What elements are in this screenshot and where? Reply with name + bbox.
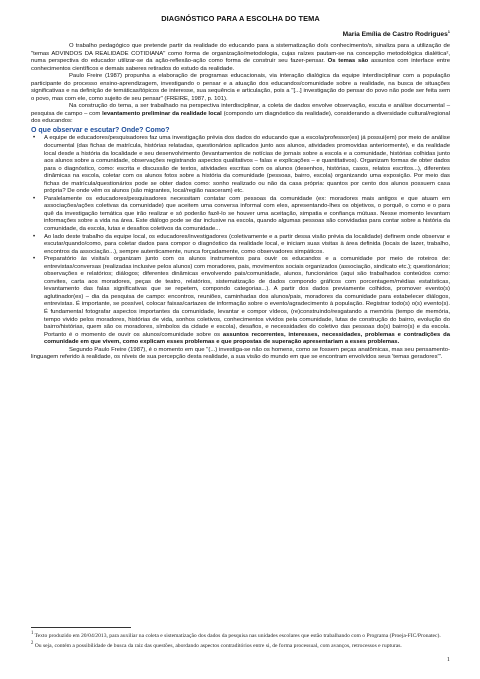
footnote-divider (31, 627, 131, 628)
bold-emphasis: Os temas são (327, 58, 369, 65)
intro-paragraph-2 (31, 73, 450, 103)
author-name: Maria Emília de Castro Rodrigues (342, 31, 448, 38)
intro-paragraph-3-text: Na construção do tema, a ser trabalhado na perspectiva interdisciplinar, a coleta de dados envolve observação, escuta e análise documental – pesquisa de campo – com levantamento preliminar da realidade local (compondo um diagnóstico da realidade), considerando a diversidade cultural/regional dos educandos: (31, 103, 450, 125)
bullet-dot: • (33, 195, 36, 202)
closing-paragraph-text: Segundo Paulo Freire (1987), é o momento em que "(...) investiga-se não os homens, como se fossem peças anatômicas, mas seu pensamento-linguagem referido à realidade, os níveis de sua percepção desta realidade, a sua visão do mundo em que se encontram envolvidos seus 'temas geradores'". (31, 346, 450, 361)
footnote-1-text: Texto produzido em 20/04/2013, para auxiliar na coleta e sistematização dos dados da pesquisa nas unidades escolares que estão trabalhando com o Programa (Proeja-FIC/Pronatec). (34, 632, 441, 639)
bullet-list (31, 135, 450, 346)
bullet-text-4: Preparatório às visita/s organizam junto com os alunos instrumentos para ouvir os educandos e a comunidade por meio de roteiros de: entrevistas/conversas (realizadas inclusive pelos alunos) com moradores, pais, movimentos sociais organizados (associação, sindicato etc.); questionários; observações e relatórios; diálogos; diferentes dinâmicas envolvendo pais/comunidade, alunos, funcionários (aqui são trabalhados conteúdos como: convites, carta aos moradores, peças de teatro, relatórios, sistematização de dados compondo gráficos com porcentagem/médias estatísticas, levantamento das falas significativas que se repetem, compondo categorias...). A partir dos dados previamente colhidos, promover evento(s) aglutinador(es) – dia da pesquisa de campo: encontros, reuniões, caminhadas dos alunos/pais, moradores da comunidade para estabelecer diálogos, entrevistas. É importante, se possível, colocar faixas/cartazes de informação sobre o evento/agradecimento à população. Registrar todo(s) o(s) evento(s). É fundamental fotografar aspectos importantes da comunidade, levantar e compor vídeos, (re)construindo/resgatando a memória (tempo de memória, tempo vivido pelos moradores, histórias de vida, sonhos coletivos, conhecimentos vividos pela comunidade, lutas de construção do bairro, evolução do bairro/histórias, quem são os moradores, símbolos da cidade e escola), desafios, e necessidades do coletivo das pessoas do(s) bairro(s) e da escola. Portanto é o momento de ouvir os alunos/comunidade sobre os assuntos recorrentes, interesses, necessidades, problemas e contradições da comunidade em que vivem, como explicam esses problemas e que propostas de superação apresentariam a esses problemas. (44, 256, 450, 346)
bullet-dot: • (33, 256, 36, 263)
bold-emphasis: levantamento preliminar da realidade local (102, 110, 222, 117)
footnotes (31, 630, 450, 650)
bullet-text-2: Paralelamente os educadores/pesquisadores necessitam contatar com pessoas da comunidade (ex: moradores mais antigos e que atuam em associações/ações coletivas da comunidade) que aceitem uma conversa informal com eles, apresentando-lhes os objetivos, o porquê, o como e o para quê da investigação temática que irão realizar e só poderão fazê-lo se houver uma aceitação, simpatia e confiança mútuas. Nesse momento levantam informações sobre a vida na área. Este diálogo pode se dar inclusive na escola, quando algumas pessoas são convidadas para contar sobre a história da comunidade, da escola, lutas e desafios coletivos da comunidade... (44, 195, 450, 232)
bullet-dot: • (33, 233, 36, 240)
footnote-2-text: Ou seja, contém a possibilidade de busca da raiz das questões, abordando aspectos contraditórios entre si, de forma processual, com avanços, retrocessos e rupturas. (34, 642, 402, 649)
footnote-1-mark: 1 (31, 631, 34, 636)
bullet-text-1: A equipe de educadores/pesquisadores faz uma investigação prévia dos dados do educando que a escola/professor(es) já possui(em) por meio de análise documental (das fichas de matrícula, histórias relatadas, questionários aplicados junto aos alunos, atividades promovidas anteriormente), e da realidade local desde a história da localidade e seu desenvolvimento (levantamentos de notícias de jornais sobre a escola e a comunidade, histórias colhidas junto aos alunos sobre a comunidade, observações registrando aspectos qualitativos – falas e explicações – e quantitativos). Organizam formas de obter dados para o diagnóstico, como: escrita e discussão de textos, atividades escritas com os alunos (desenhos, histórias, casos, relatos escritos...), diferentes dinâmicas na escola, coletar com os alunos fotos sobre a história da comunidade (pessoas, bairro, escola) organizando uma exposição. Por meio das fichas de matrícula/questionários pode se obter dados como: sonho realizado ou não da casa própria: quantos por cento dos alunos possuem casa própria? De onde vêm os alunos (são migrantes, local/região nasceram) etc. (44, 135, 450, 195)
bullet-dot: • (33, 135, 36, 142)
document-title: DIAGNÓSTICO PARA A ESCOLHA DO TEMA (161, 14, 320, 23)
bullet-item-3 (33, 233, 450, 257)
footnote-2 (31, 640, 450, 650)
footnote-2-mark: 2 (31, 640, 34, 646)
page-number: 1 (446, 656, 450, 663)
bullet-item-2 (33, 195, 450, 234)
author-line (31, 28, 450, 39)
bold-emphasis: assuntos recorrentes, interesses, necessidades, problemas e contradições da comunidade em que vivem, como explicam esses problemas e que propostas de superação apresentariam a esses problemas. (44, 331, 450, 346)
intro-paragraph-3 (31, 103, 450, 126)
closing-section (31, 347, 450, 362)
intro-paragraph-1-text: O trabalho pedagógico que pretende partir da realidade do educando para a sistematização do/s conhecimento/s, sinaliza para a utilização de "temas ADVINDOS DA REALIDADE COTIDIANA" como forma de organização/metodologia, cujas raízes pautam-se na concepção metodológica dialética², numa perspectiva do educador utilizar-se da ação-reflexão-ação como forma de construir seu fazer-pensar. Os temas são assuntos com interface entre conhecimentos científicos e demais saberes retirados do estudo da realidade. (31, 43, 450, 72)
bullet-item-1 (33, 135, 450, 195)
section-heading: O que observar e escutar? Onde? Como? (31, 127, 170, 135)
intro-paragraph-1 (31, 43, 450, 73)
author-footnote-mark: 1 (447, 28, 450, 34)
bullet-text-3: Ao lado deste trabalho da equipe local, os educadores/investigadores (coletivamente e a partir dessa visão prévia da localidade) definem onde observar e escutar/quando/como, para coletar dados para compor o diagnóstico da realidade local, e iniciam suas visitas à área definida (locais de lazer, trabalho, encontros da associação...), sempre autenticamente, nunca forçadamente, como observadores simpáticos. (44, 233, 450, 255)
footnote-1 (31, 630, 450, 640)
intro-paragraph-2-text: Paulo Freire (1987) propunha a elaboração de programas educacionais, via interação dialógica da equipe interdisciplinar com a população participante do processo ensino-aprendizagem, investigando o pensar e a atuação dos educandos/comunidade sobre a realidade, na busca de situações significativas e na definição de temáticas/tópicos de interesse, sua sequência e articulação, pois a "[...] investigação do pensar do povo não pode ser feita sem o povo, mas com ele, como sujeito de seu pensar" (FREIRE, 1987, p. 101). (31, 73, 450, 102)
closing-paragraph (31, 347, 450, 362)
bullet-item-4 (33, 256, 450, 347)
